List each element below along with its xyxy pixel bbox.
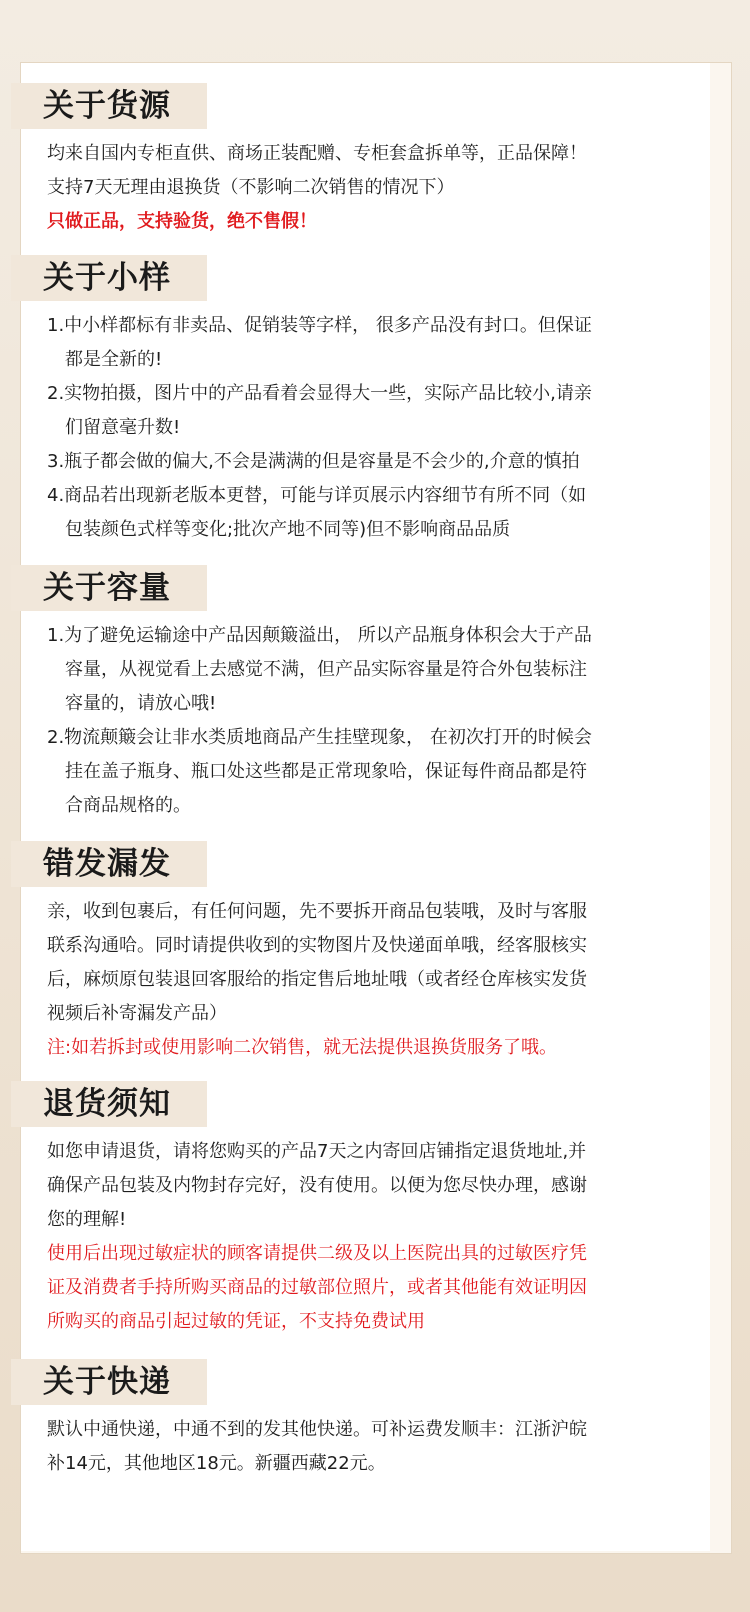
notice-line: 所购买的商品引起过敏的凭证，不支持免费试用 [47,1311,425,1332]
highlight-line: 只做正品，支持验货，绝不售假！ [47,211,317,232]
section-title: 关于小样 [43,260,171,296]
section-title: 关于货源 [43,88,171,124]
section-title: 错发漏发 [43,846,171,882]
paragraph-line: 支持7天无理由退换货（不影响二次销售的情况下） [47,177,455,198]
notice-line: 证及消费者手持所购买商品的过敏部位照片，或者其他能有效证明因 [47,1277,587,1298]
list-item: 2.实物拍摄，图片中的产品看着会显得大一些，实际产品比较小,请亲 [47,383,592,404]
paragraph-line: 补14元，其他地区18元。新疆西藏22元。 [47,1453,386,1474]
paragraph-line: 后，麻烦原包装退回客服给的指定售后地址哦（或者经仓库核实发货 [47,969,587,990]
list-item-continuation: 容量的，请放心哦! [65,693,217,714]
section-title: 关于容量 [43,570,171,606]
notice-line: 使用后出现过敏症状的顾客请提供二级及以上医院出具的过敏医疗凭 [47,1243,587,1264]
paragraph-line: 您的理解! [47,1209,127,1230]
paragraph-line: 联系沟通哈。同时请提供收到的实物图片及快递面单哦，经客服核实 [47,935,587,956]
section-title: 退货须知 [43,1086,171,1122]
notice-line: 注:如若拆封或使用影响二次销售，就无法提供退换货服务了哦。 [47,1037,558,1058]
paragraph-line: 默认中通快递，中通不到的发其他快递。可补运费发顺丰：江浙沪皖 [47,1419,587,1440]
paragraph-line: 均来自国内专柜直供、商场正装配赠、专柜套盒拆单等，正品保障！ [47,143,587,164]
list-item: 3.瓶子都会做的偏大,不会是满满的但是容量是不会少的,介意的慎拍 [47,451,580,472]
list-item: 2.物流颠簸会让非水类质地商品产生挂壁现象， 在初次打开的时候会 [47,727,592,748]
list-item-continuation: 合商品规格的。 [65,795,191,816]
paragraph-line: 如您申请退货，请将您购买的产品7天之内寄回店铺指定退货地址,并 [47,1141,587,1162]
content-card [21,63,710,1551]
section-title: 关于快递 [43,1364,171,1400]
paragraph-line: 视频后补寄漏发产品） [47,1003,227,1024]
paragraph-line: 确保产品包装及内物封存完好，没有使用。以便为您尽快办理，感谢 [47,1175,587,1196]
list-item-continuation: 容量，从视觉看上去感觉不满，但产品实际容量是符合外包装标注 [65,659,587,680]
list-item-continuation: 都是全新的! [65,349,163,370]
list-item-continuation: 包装颜色式样等变化;批次产地不同等)但不影响商品品质 [65,519,511,540]
list-item-continuation: 们留意毫升数! [65,417,181,438]
paragraph-line: 亲，收到包裹后，有任何问题，先不要拆开商品包装哦，及时与客服 [47,901,587,922]
list-item-continuation: 挂在盖子瓶身、瓶口处这些都是正常现象哈，保证每件商品都是符 [65,761,587,782]
list-item: 4.商品若出现新老版本更替，可能与详页展示内容细节有所不同（如 [47,485,587,506]
list-item: 1.中小样都标有非卖品、促销装等字样， 很多产品没有封口。但保证 [47,315,592,336]
list-item: 1.为了避免运输途中产品因颠簸溢出， 所以产品瓶身体积会大于产品 [47,625,592,646]
